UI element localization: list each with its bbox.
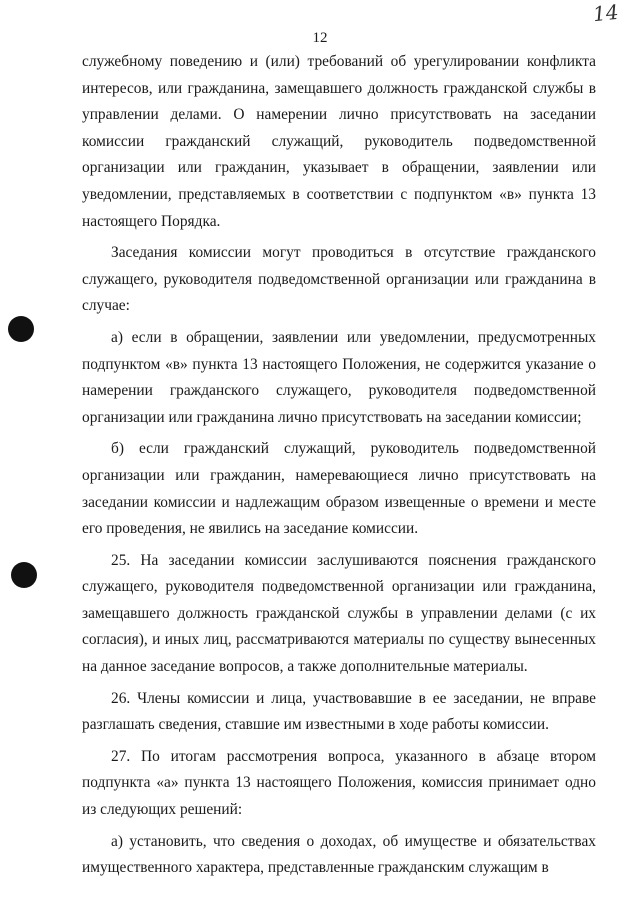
paragraph-subitem-b: б) если гражданский служащий, руководитель подведомственной организации или гражданин, намеревающиеся лично присутствовать на заседании комиссии и надлежащим образом извещенные о времени и месте его проведения, не явились на заседание комиссии.: [82, 440, 596, 538]
punch-hole-upper: [8, 316, 34, 342]
paragraph-continuation: служебному поведению и (или) требований об урегулировании конфликта интересов, или гражданина, замещавшего должность гражданской службы в управлении делами. О намерении лично присутствовать на заседании комиссии гражданский служащий, руководитель подведомственной организации или гражданин, указывает в обращении, заявлении или уведомлении, представляемых в соответствии с подпунктом «в» пункта 13 настоящего Порядка.: [82, 53, 596, 230]
paragraph-subitem-a: а) если в обращении, заявлении или уведомлении, предусмотренных подпунктом «в» пункта 13 настоящего Положения, не содержится указание о намерении гражданского служащего, руководителя подведомственной организации или гражданина лично присутствовать на заседании комиссии;: [82, 328, 596, 426]
page-number: 12: [312, 30, 328, 46]
paragraph-item-26: 26. Члены комиссии и лица, участвовавшие в ее заседании, не вправе разглашать сведения, ставшие им известными в ходе работы комиссии.: [82, 689, 596, 734]
paragraph-decision-a: а) установить, что сведения о доходах, об имуществе и обязательствах имущественного характера, представленные гражданским служащим в: [82, 832, 596, 877]
handwritten-page-mark: 14: [591, 0, 620, 27]
paragraph-absence-conditions: Заседания комиссии могут проводиться в отсутствие гражданского служащего, руководителя подведомственной организации или гражданина в случае:: [82, 244, 596, 315]
document-body: [82, 49, 596, 882]
paragraph-item-27: 27. По итогам рассмотрения вопроса, указанного в абзаце втором подпункта «а» пункта 13 настоящего Положения, комиссия принимает одно из следующих решений:: [82, 747, 596, 819]
paragraph-item-25: 25. На заседании комиссии заслушиваются пояснения гражданского служащего, руководителя подведомственной организации или гражданина, замещавшего должность гражданской службы в управлении делами (с их согласия), и иных лиц, рассматриваются материалы по существу вынесенных на данное заседание вопросов, а также дополнительные материалы.: [82, 551, 596, 676]
punch-hole-lower: [11, 562, 37, 588]
